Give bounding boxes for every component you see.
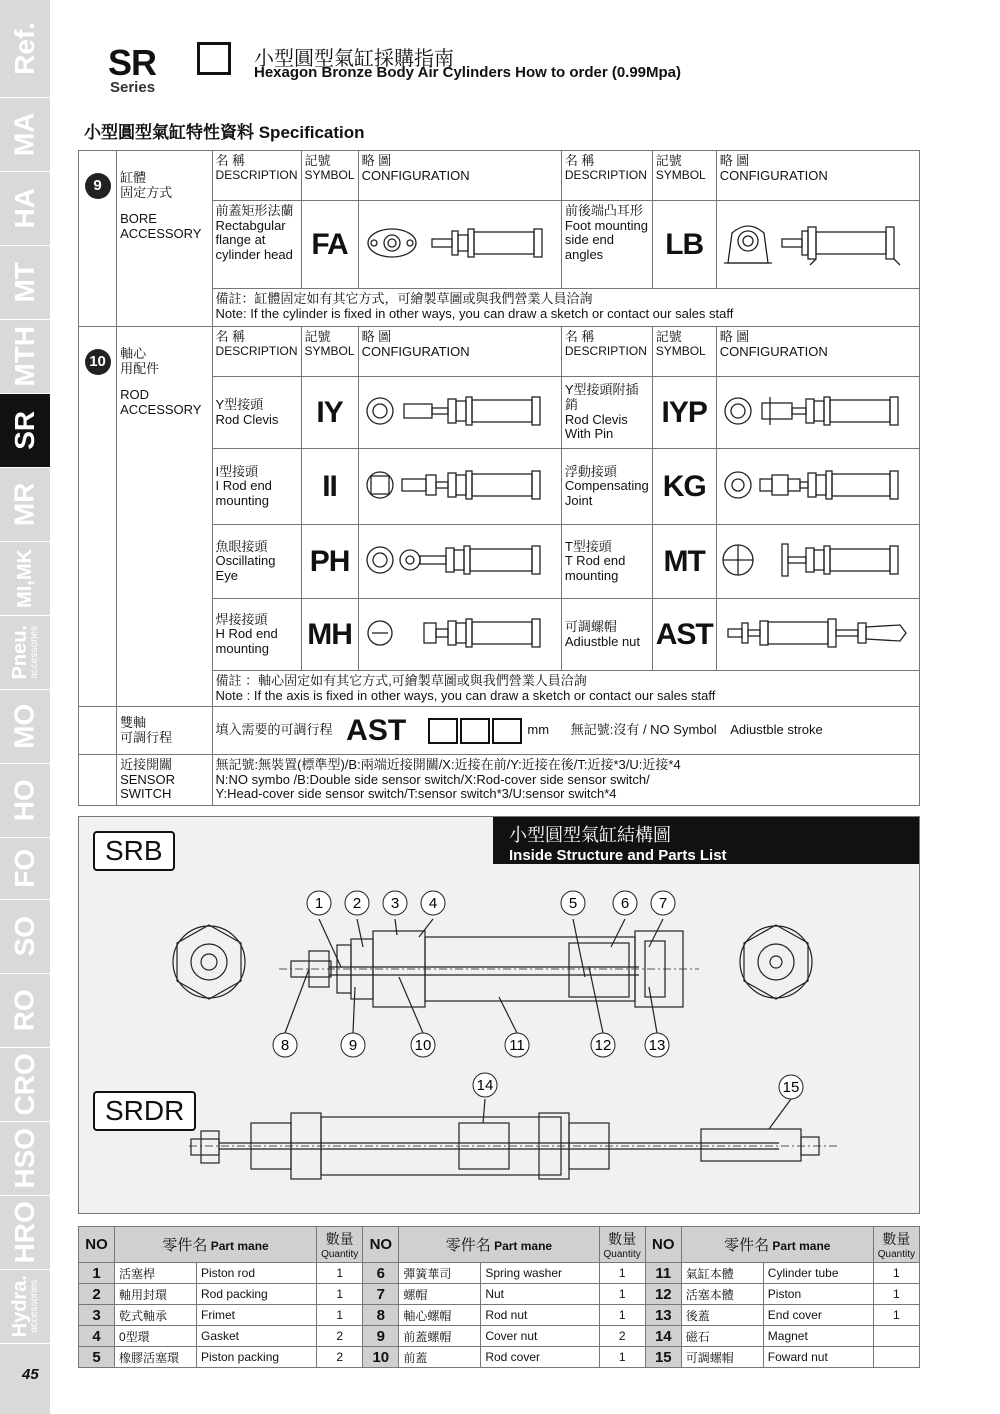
symbol-iyp: IYP	[652, 377, 716, 449]
col-symbol: 記號 SYMBOL	[301, 151, 358, 201]
symbol-mh: MH	[301, 599, 358, 671]
col-quantity: 數量 Quantity	[599, 1227, 645, 1263]
symbol-kg: KG	[652, 449, 716, 525]
col-part-name: 零件名 Part mane	[681, 1227, 873, 1263]
tab-ma[interactable]: MA	[0, 98, 50, 172]
sensor-label: 近接開關 SENSOR SWITCH	[117, 755, 212, 806]
tab-cro[interactable]: CRO	[0, 1048, 50, 1122]
svg-text:9: 9	[348, 1037, 358, 1054]
svg-text:8: 8	[280, 1037, 290, 1054]
callout-7	[651, 891, 675, 915]
callout-1	[307, 891, 331, 915]
section-sidebar	[0, 0, 50, 1414]
table-row: 4 0型環 Gasket 2 9 前蓋螺帽 Cover nut 2 14 磁石 Magnet	[79, 1326, 920, 1347]
config-mt-drawing	[716, 525, 919, 599]
series-label: Series	[110, 79, 156, 96]
col-part-name: 零件名 Part mane	[115, 1227, 317, 1263]
col-config: 略 圖 CONFIGURATION	[358, 151, 561, 201]
col-part-name: 零件名 Part mane	[399, 1227, 599, 1263]
desc-lb: 前後端凸耳形 Foot mounting side end angles	[561, 201, 652, 289]
table-row: 2 軸用封環 Rod packing 1 7 螺帽 Nut 1 12 活塞本體 Piston 1	[79, 1284, 920, 1305]
stroke-row: 填入需要的可調行程 AST mm 無記號:沒有 / NO Symbol Adiustble stroke	[212, 707, 919, 755]
symbol-lb: LB	[652, 201, 716, 289]
svg-text:1: 1	[314, 895, 324, 912]
col-desc: 名 稱 DESCRIPTION	[561, 151, 652, 201]
desc-mt: T型接頭 T Rod end mounting	[561, 525, 652, 599]
page-number: 45	[22, 1366, 39, 1383]
spec-title: 小型圓型氣缸特性資料 Specification	[84, 123, 365, 142]
page-title-zh: 小型圓型氣缸採購指南	[254, 48, 454, 70]
config-ph-drawing	[358, 525, 561, 599]
desc-ii: I型接頭 I Rod end mounting	[212, 449, 301, 525]
symbol-ast: AST	[652, 599, 716, 671]
desc-iyp: Y型接頭附插銷 Rod Clevis With Pin	[561, 377, 652, 449]
tab-ref[interactable]: Ref.	[0, 0, 50, 98]
tab-mr[interactable]: MR	[0, 468, 50, 542]
callout-14	[473, 1073, 497, 1097]
tab-sr[interactable]: SR	[0, 394, 50, 468]
stroke-input-box[interactable]	[492, 718, 522, 744]
col-quantity: 數量 Quantity	[873, 1227, 919, 1263]
svg-text:10: 10	[414, 1037, 432, 1054]
tab-mth[interactable]: MTH	[0, 320, 50, 394]
callout-10	[411, 1033, 435, 1057]
rod-number: 10	[85, 349, 111, 375]
tab-mt[interactable]: MT	[0, 246, 50, 320]
config-lb-drawing	[716, 201, 919, 289]
tab-hso[interactable]: HSO	[0, 1122, 50, 1196]
callout-11	[505, 1033, 529, 1057]
bore-note: 備註：缸體固定如有其它方式，可繪製草圖或與我們營業人員洽詢 Note: If the cylinder is fixed in other ways, you can draw a sketch or contact our sales staff	[212, 289, 919, 327]
config-iyp-drawing	[716, 377, 919, 449]
col-config: 略 圖 CONFIGURATION	[358, 327, 561, 377]
svg-text:2: 2	[352, 895, 362, 912]
callout-13	[645, 1033, 669, 1057]
desc-ast: 可調螺帽 Adiustble nut	[561, 599, 652, 671]
symbol-ii: II	[301, 449, 358, 525]
symbol-mt: MT	[652, 525, 716, 599]
tab-fo[interactable]: FO	[0, 838, 50, 900]
col-symbol: 記號 SYMBOL	[652, 327, 716, 377]
tab-mo[interactable]: MO	[0, 690, 50, 764]
col-symbol: 記號 SYMBOL	[652, 151, 716, 201]
rod-label: 軸心 用配件 ROD ACCESSORY	[117, 327, 212, 707]
config-fa-drawing	[358, 201, 561, 289]
tab-mi-mk[interactable]: MI,MK	[0, 542, 50, 616]
spec-table	[78, 150, 920, 806]
col-config: 略 圖 CONFIGURATION	[716, 151, 919, 201]
bore-number: 9	[85, 173, 111, 199]
svg-text:15: 15	[782, 1079, 800, 1096]
page-title-en: Hexagon Bronze Body Air Cylinders How to order (0.99Mpa)	[254, 64, 682, 81]
tab-ho[interactable]: HO	[0, 764, 50, 838]
callout-3	[383, 891, 407, 915]
symbol-iy: IY	[301, 377, 358, 449]
tab-ro[interactable]: RO	[0, 974, 50, 1048]
config-ii-drawing	[358, 449, 561, 525]
callout-9	[341, 1033, 365, 1057]
desc-fa: 前蓋矩形法蘭 Rectabgular flange at cylinder head	[212, 201, 301, 289]
svg-text:6: 6	[620, 895, 630, 912]
svg-text:14: 14	[476, 1077, 494, 1094]
col-quantity: 數量 Quantity	[317, 1227, 363, 1263]
bore-label: 缸體 固定方式 BORE ACCESSORY	[117, 151, 212, 327]
config-iy-drawing	[358, 377, 561, 449]
desc-mh: 焊接接頭 H Rod end mounting	[212, 599, 301, 671]
stroke-symbol: AST	[346, 713, 407, 747]
callout-5	[561, 891, 585, 915]
stroke-input-box[interactable]	[460, 718, 490, 744]
callout-6	[613, 891, 637, 915]
callout-2	[345, 891, 369, 915]
stroke-input-box[interactable]	[428, 718, 458, 744]
model-label-srb: SRB	[93, 831, 175, 871]
structure-title: 小型圓型氣缸結構圖 Inside Structure and Parts List	[493, 817, 919, 864]
svg-text:4: 4	[428, 895, 438, 912]
svg-text:7: 7	[658, 895, 668, 912]
table-row: 3 乾式軸承 Frimet 1 8 軸心螺帽 Rod nut 1 13 後蓋 End cover 1	[79, 1305, 920, 1326]
model-label-srdr: SRDR	[93, 1091, 196, 1131]
sensor-row: 無記號:無裝置(標準型)/B:兩端近接開關/X:近接在前/Y:近接在後/T:近接*3/U:近接*4 N:NO symbo /B:Double side sensor switch/X:Rod-cover side sensor switch/ Y:Head-cover side sensor switch/T:sensor switch*3/U:sensor switch*4	[212, 755, 919, 806]
svg-text:11: 11	[509, 1037, 525, 1054]
structure-drawing	[79, 817, 921, 1215]
svg-text:13: 13	[648, 1037, 666, 1054]
col-desc: 名 稱 DESCRIPTION	[212, 151, 301, 201]
callout-4	[421, 891, 445, 915]
col-desc: 名 稱 DESCRIPTION	[212, 327, 301, 377]
table-row: 5 橡膠活塞環 Piston packing 2 10 前蓋 Rod cover 1 15 可調螺帽 Foward nut	[79, 1347, 920, 1368]
tab-hydra-accessories[interactable]: Hydra. accessories	[0, 1270, 50, 1344]
model-code-box	[197, 42, 231, 75]
tab-so[interactable]: SO	[0, 900, 50, 974]
callout-15	[779, 1075, 803, 1099]
config-kg-drawing	[716, 449, 919, 525]
callout-12	[591, 1033, 615, 1057]
config-mh-drawing	[358, 599, 561, 671]
col-config: 略 圖 CONFIGURATION	[716, 327, 919, 377]
tab-ha[interactable]: HA	[0, 172, 50, 246]
parts-table: NO 零件名 Part mane 數量 Quantity NO 零件名 Part mane 數量 Quantity NO 零件名 Part mane 數量 Quantity 1 活塞桿 Piston rod 1 6 彈簧華司 Spring washer 1 11 氣缸本體 Cylinder tube 1 2 軸用封環 Rod packing 1 7 螺帽 Nut 1 12 活塞本體 Piston 1 3 乾式軸承 Frimet 1 8 軸心螺帽 Rod nut 1 13 後蓋 End cover 1 4 0型環 Gasket 2 9 前蓋螺帽 Cover nut 2 14 磁石 Magnet 5 橡膠活塞環 Piston packing 2 10 前蓋 Rod cover 1 15 可調螺帽 Foward nut	[78, 1226, 920, 1368]
svg-text:12: 12	[594, 1037, 612, 1054]
model-title: SR	[108, 42, 157, 83]
symbol-ph: PH	[301, 525, 358, 599]
col-symbol: 記號 SYMBOL	[301, 327, 358, 377]
rod-note: 備註 ：軸心固定如有其它方式,可繪製草圖或與我們營業人員洽詢 Note : If the axis is fixed in other ways, you can draw a sketch or contact our sales staff	[212, 671, 919, 707]
desc-ph: 魚眼接頭 Oscillating Eye	[212, 525, 301, 599]
callout-8	[273, 1033, 297, 1057]
stroke-label: 雙軸 可調行程	[117, 707, 212, 755]
svg-text:5: 5	[568, 895, 578, 912]
svg-text:3: 3	[390, 895, 400, 912]
structure-panel	[78, 816, 920, 1214]
config-ast-drawing	[716, 599, 919, 671]
desc-iy: Y型接頭 Rod Clevis	[212, 377, 301, 449]
desc-kg: 浮動接頭 Compensating Joint	[561, 449, 652, 525]
tab-pneu-accessories[interactable]: Pneu. accessories	[0, 616, 50, 690]
table-row: 1 活塞桿 Piston rod 1 6 彈簧華司 Spring washer 1 11 氣缸本體 Cylinder tube 1	[79, 1263, 920, 1284]
symbol-fa: FA	[301, 201, 358, 289]
tab-hro[interactable]: HRO	[0, 1196, 50, 1270]
col-desc: 名 稱 DESCRIPTION	[561, 327, 652, 377]
